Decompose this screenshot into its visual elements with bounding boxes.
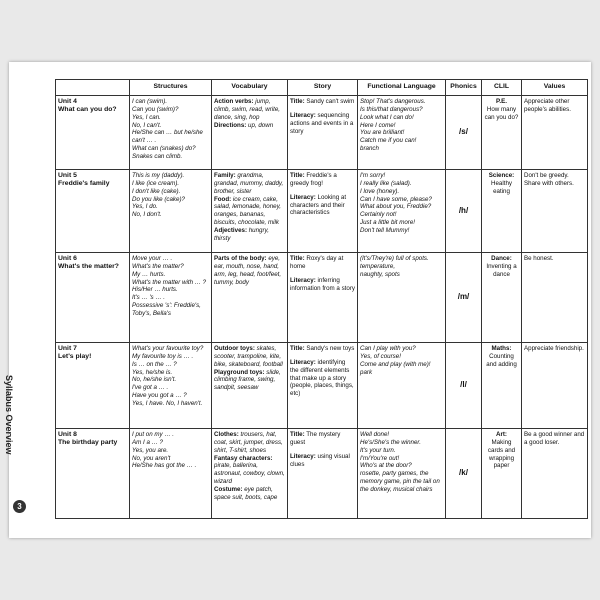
structure-line: No, you aren't	[132, 454, 171, 462]
clil-text: How many can you do?	[484, 105, 519, 121]
vocab-words: skates, scooter, trampoline, kite, bike, skateboard, football	[214, 344, 283, 368]
story-title	[290, 98, 355, 106]
structure-line: Do you like (cake)?	[132, 195, 185, 203]
functional-cell	[358, 95, 446, 169]
structure-line: What can (snakes) do?	[132, 145, 196, 153]
vocab-group	[214, 345, 285, 369]
vocab-label: Food:	[214, 195, 232, 203]
structure-line: He/She can … but he/she can't … .	[132, 129, 203, 145]
literacy-text: inferring information from a story	[290, 276, 355, 292]
vocab-words: slide, climbing frame, swing, sandpit, seesaw	[214, 368, 281, 392]
literacy-text: using visual clues	[290, 452, 350, 468]
structure-line: My … hurts.	[132, 270, 166, 278]
functional-line: I love (honey).	[360, 187, 400, 195]
vocab-group	[214, 455, 285, 487]
unit-cell	[56, 342, 130, 428]
clil-cell	[482, 342, 522, 428]
story-title-text: Sandy's new toys	[304, 344, 355, 352]
story-title-text: Roxy's day at home	[290, 254, 344, 270]
unit-cell	[56, 95, 130, 169]
structure-line: Am I a … ?	[132, 438, 163, 446]
header-vocabulary: Vocabulary	[212, 80, 288, 96]
structure-line: This is my (daddy).	[132, 171, 185, 179]
unit-title: Freddie's family	[58, 180, 110, 188]
page-number: 3	[13, 500, 26, 513]
unit-cell	[56, 252, 130, 342]
unit-number: Unit 4	[58, 97, 77, 105]
vocab-words: hungry, thirsty	[214, 227, 269, 243]
story-literacy	[290, 194, 355, 218]
functional-line: Come and play (with me)!	[360, 360, 431, 368]
table-row	[56, 428, 588, 518]
vocab-group	[214, 255, 285, 287]
unit-number: Unit 6	[58, 254, 77, 262]
functional-line: I'm sorry!	[360, 171, 386, 179]
vocab-label: Fantasy characters:	[214, 454, 273, 462]
story-title-label: Title:	[290, 430, 305, 438]
functional-line: Catch me if you can!	[360, 137, 417, 145]
story-title-label: Title:	[290, 171, 305, 179]
literacy-label: Literacy:	[290, 358, 316, 366]
functional-line: temperature,	[360, 262, 396, 270]
values-cell: Don't be greedy. Share with others.	[522, 169, 588, 252]
structure-line: His/Her … hurts.	[132, 286, 178, 294]
vocab-label: Directions:	[214, 121, 247, 129]
unit-title: The birthday party	[58, 439, 118, 447]
story-cell	[288, 95, 358, 169]
functional-line: (It's/They're) full of spots.	[360, 254, 429, 262]
structure-line: What's your favourite toy?	[132, 344, 204, 352]
literacy-label: Literacy:	[290, 111, 316, 119]
functional-cell	[358, 252, 446, 342]
vocab-group	[214, 227, 285, 243]
unit-cell	[56, 169, 130, 252]
functional-line: Yes, of course!	[360, 352, 401, 360]
vocab-words: eye patch, space suit, boots, cape	[214, 486, 278, 502]
structure-line: It's … 's … .	[132, 294, 165, 302]
vocab-label: Costume:	[214, 486, 243, 494]
header-functional-language: Functional Language	[358, 80, 446, 96]
functional-line: naughty, spots	[360, 270, 400, 278]
structure-line: He/She has got the … .	[132, 462, 197, 470]
story-literacy	[290, 453, 355, 469]
vocab-label: Parts of the body:	[214, 254, 267, 262]
unit-number: Unit 8	[58, 430, 77, 438]
vocab-label: Outdoor toys:	[214, 344, 255, 352]
vocabulary-cell	[212, 95, 288, 169]
functional-cell	[358, 428, 446, 518]
header-story: Story	[288, 80, 358, 96]
vocabulary-cell	[212, 252, 288, 342]
story-title	[290, 255, 355, 271]
functional-line: I really like (salad).	[360, 179, 412, 187]
functional-line: Stop! That's dangerous.	[360, 97, 426, 105]
header-values: Values	[522, 80, 588, 96]
structure-line: Can you (swim)?	[132, 105, 179, 113]
vocabulary-cell	[212, 342, 288, 428]
structure-line: Snakes can climb.	[132, 153, 183, 161]
structure-line: No, he/she isn't.	[132, 376, 177, 384]
structures-cell	[130, 252, 212, 342]
functional-line: Certainly not!	[360, 211, 397, 219]
phonics-cell: /l/	[446, 342, 482, 428]
structure-line: I've got a … .	[132, 384, 169, 392]
story-cell	[288, 428, 358, 518]
structure-line: Possessive 's': Freddie's, Toby's, Bella's	[132, 302, 201, 318]
vocab-label: Family:	[214, 171, 236, 179]
story-title-label: Title:	[290, 344, 305, 352]
story-title	[290, 431, 355, 447]
functional-line: Can I have some, please?	[360, 195, 432, 203]
functional-line: Is this/that dangerous?	[360, 105, 423, 113]
functional-line: Well done!	[360, 430, 390, 438]
functional-line: What about you, Freddie?	[360, 203, 432, 211]
phonics-cell: /s/	[446, 95, 482, 169]
vocab-words: up, down	[246, 121, 274, 129]
structures-cell	[130, 428, 212, 518]
header-row	[56, 80, 588, 96]
story-literacy	[290, 359, 355, 399]
story-cell	[288, 169, 358, 252]
table-row	[56, 342, 588, 428]
table-row	[56, 169, 588, 252]
phonics-cell: /k/	[446, 428, 482, 518]
header-phonics: Phonics	[446, 80, 482, 96]
functional-line: rosette, party games, the memory game, pin the tail on the donkey, musical chairs	[360, 470, 440, 494]
side-label: Syllabus Overview	[4, 375, 14, 455]
structure-line: Yes, I have. No, I haven't.	[132, 400, 203, 408]
unit-title: What's the matter?	[58, 263, 119, 271]
story-title	[290, 345, 355, 353]
literacy-text: Looking at characters and their characteristics	[290, 193, 347, 217]
structures-cell	[130, 342, 212, 428]
vocab-group	[214, 369, 285, 393]
vocab-group	[214, 122, 285, 130]
values-cell: Be a good winner and a good loser.	[522, 428, 588, 518]
functional-line: You are brilliant!	[360, 129, 405, 137]
clil-cell	[482, 428, 522, 518]
structure-line: Yes, I can.	[132, 113, 161, 121]
header-clil: CLIL	[482, 80, 522, 96]
values-cell: Appreciate friendship.	[522, 342, 588, 428]
functional-line: I'm/You're out!	[360, 454, 400, 462]
unit-cell	[56, 428, 130, 518]
story-title-text: Freddie's a greedy frog!	[290, 171, 337, 187]
clil-cell	[482, 169, 522, 252]
vocab-words: jump, climb, swim, read, write, dance, sing, hop	[214, 97, 281, 121]
structure-line: Is … on the … ?	[132, 360, 177, 368]
clil-text: Inventing a dance	[486, 262, 517, 278]
structure-line: I like (ice cream).	[132, 179, 180, 187]
story-title	[290, 172, 355, 188]
vocab-words: eye, ear, mouth, nose, hand, arm, leg, head, foot/feet, tummy, body	[214, 254, 282, 286]
clil-text: Making cards and wrapping paper	[487, 438, 516, 470]
vocab-group	[214, 196, 285, 228]
functional-line: Here I come!	[360, 121, 396, 129]
phonics-cell: /h/	[446, 169, 482, 252]
vocab-words: grandma, grandad, mummy, daddy, brother, sister	[214, 171, 284, 195]
literacy-label: Literacy:	[290, 276, 316, 284]
functional-line: Can I play with you?	[360, 344, 416, 352]
literacy-text: identifying the different elements that make up a story (people, places, things, etc)	[290, 358, 354, 398]
story-cell	[288, 342, 358, 428]
structure-line: Yes, he/she is.	[132, 368, 173, 376]
vocab-label: Clothes:	[214, 430, 239, 438]
structure-line: I put on my … .	[132, 430, 174, 438]
vocab-group	[214, 98, 285, 122]
clil-subject: Dance:	[491, 254, 512, 262]
functional-line: park	[360, 368, 373, 376]
vocab-group	[214, 431, 285, 455]
functional-line: He's/She's the winner.	[360, 438, 421, 446]
story-title-text: Sandy can't swim	[304, 97, 355, 105]
functional-line: Don't tell Mummy!	[360, 227, 410, 235]
vocab-words: pirate, ballerina, astronaut, cowboy, clown, wizard	[214, 462, 285, 486]
values-cell: Be honest.	[522, 252, 588, 342]
clil-text: Healthy eating	[491, 179, 512, 195]
vocab-label: Playground toys:	[214, 368, 265, 376]
clil-subject: Art:	[496, 430, 507, 438]
phonics-cell: /m/	[446, 252, 482, 342]
vocabulary-cell	[212, 428, 288, 518]
header-blank	[56, 80, 130, 96]
table-row	[56, 95, 588, 169]
literacy-label: Literacy:	[290, 452, 316, 460]
unit-title: Let's play!	[58, 353, 92, 361]
clil-subject: Maths:	[491, 344, 512, 352]
literacy-text: sequencing actions and events in a story	[290, 111, 354, 135]
functional-line: branch	[360, 145, 379, 153]
structure-line: No, I don't.	[132, 211, 162, 219]
values-cell: Appreciate other people's abilities.	[522, 95, 588, 169]
vocab-words: trousers, hat, coat, skirt, jumper, dress, shirt, T-shirt, shoes	[214, 430, 283, 454]
structure-line: Yes, I do.	[132, 203, 158, 211]
structure-line: What's the matter?	[132, 262, 184, 270]
structures-cell	[130, 95, 212, 169]
functional-line: Just a little bit more!	[360, 219, 416, 227]
structure-line: No, I can't.	[132, 121, 162, 129]
structure-line: I can (swim).	[132, 97, 168, 105]
clil-cell	[482, 95, 522, 169]
vocab-label: Action verbs:	[214, 97, 254, 105]
unit-number: Unit 7	[58, 344, 77, 352]
functional-line: Who's at the door?	[360, 462, 412, 470]
story-title-label: Title:	[290, 97, 305, 105]
table-row	[56, 252, 588, 342]
structure-line: My favourite toy is … .	[132, 352, 194, 360]
functional-line: It's your turn.	[360, 446, 396, 454]
story-title-text: The mystery guest	[290, 430, 341, 446]
clil-subject: P.E.	[496, 97, 507, 105]
structure-line: Yes, you are.	[132, 446, 169, 454]
vocab-words: ice cream, cake, salad, lemonade, honey, oranges, bananas, biscuits, chocolate, milk	[214, 195, 281, 227]
vocab-group	[214, 486, 285, 502]
unit-title: What can you do?	[58, 106, 117, 114]
structure-line: Move your … .	[132, 254, 173, 262]
functional-cell	[358, 169, 446, 252]
vocab-group	[214, 172, 285, 196]
clil-cell	[482, 252, 522, 342]
story-title-label: Title:	[290, 254, 305, 262]
story-literacy	[290, 112, 355, 136]
vocabulary-cell	[212, 169, 288, 252]
unit-number: Unit 5	[58, 171, 77, 179]
vocab-label: Adjectives:	[214, 227, 248, 235]
story-literacy	[290, 277, 355, 293]
structure-line: What's the matter with … ?	[132, 278, 207, 286]
structures-cell	[130, 169, 212, 252]
story-cell	[288, 252, 358, 342]
clil-subject: Science:	[488, 171, 515, 179]
clil-text: Counting and adding	[486, 352, 517, 368]
header-structures: Structures	[130, 80, 212, 96]
structure-line: Have you got a … ?	[132, 392, 187, 400]
syllabus-table	[55, 79, 588, 519]
functional-cell	[358, 342, 446, 428]
structure-line: I don't like (cake).	[132, 187, 181, 195]
literacy-label: Literacy:	[290, 193, 316, 201]
functional-line: Look what I can do!	[360, 113, 414, 121]
